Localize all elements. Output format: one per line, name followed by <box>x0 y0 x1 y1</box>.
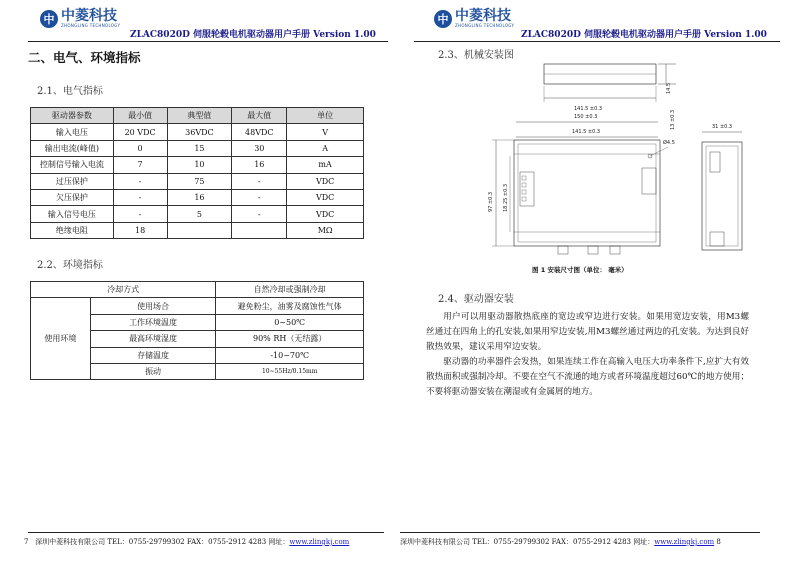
table-cell: 30 <box>232 140 287 156</box>
table-cell: 工作环境温度 <box>90 314 216 330</box>
table-cell: 10~55Hz/0.15mm <box>216 363 364 379</box>
table-cell: mA <box>287 157 364 173</box>
mechanical-drawing <box>396 52 793 277</box>
right-page <box>396 0 793 561</box>
footer-company: 深圳中菱科技有限公司 TEL：0755-29799302 FAX：0755-2912 4283 网址： <box>35 538 290 546</box>
footer <box>400 537 721 547</box>
cooling-label: 冷却方式 <box>31 282 216 298</box>
footer-rule <box>400 532 760 533</box>
table-cell: - <box>232 189 287 205</box>
table-row <box>31 206 364 222</box>
column-header: 驱动器参数 <box>31 108 114 124</box>
footer-website-link[interactable]: www.zlingkj.com <box>654 538 715 546</box>
figure-caption: 图 1 安装尺寸图（单位： 毫米） <box>532 266 628 274</box>
table-header-row <box>31 108 364 124</box>
dim-14-5: 14.5 <box>666 82 672 94</box>
table-row <box>31 189 364 205</box>
subsection-2-4-title: 2.4、驱动器安装 <box>438 294 514 305</box>
table-cell: 15 <box>167 140 232 156</box>
table-cell: MΩ <box>287 222 364 238</box>
company-logo <box>40 9 120 28</box>
table-cell <box>167 222 232 238</box>
table-cell: 输入电压 <box>31 124 114 140</box>
table-row <box>31 140 364 156</box>
table-cell: 控制信号输入电流 <box>31 157 114 173</box>
table-cell: 16 <box>232 157 287 173</box>
logo-text-en: ZHONGLING TECHNOLOGY <box>61 23 121 28</box>
column-header: 最小值 <box>113 108 167 124</box>
dim-height-97: 97 ±0.3 <box>488 191 494 212</box>
table-cell: 过压保护 <box>31 173 114 189</box>
subsection-2-2-title: 2.2、环境指标 <box>37 260 103 271</box>
dim-hole: Ø4.5 <box>663 140 675 146</box>
installation-text <box>426 310 749 400</box>
table-cell: 欠压保护 <box>31 189 114 205</box>
table-row <box>31 282 364 298</box>
table-cell: 使用场合 <box>90 298 216 314</box>
dim-side-width: 31 ±0.3 <box>712 124 733 130</box>
dim-width-141-5: 141.5 ±0.3 <box>572 129 601 135</box>
left-page <box>0 0 396 561</box>
table-cell: 16 <box>167 189 232 205</box>
table-cell: -10~70℃ <box>216 347 364 363</box>
page-number: 8 <box>716 538 721 546</box>
table-cell: 最高环境湿度 <box>90 331 216 347</box>
footer-company: 深圳中菱科技有限公司 TEL：0755-29799302 FAX：0755-2912 4283 网址： <box>400 538 655 546</box>
environment-spec-table <box>30 281 364 380</box>
table-cell: VDC <box>287 173 364 189</box>
logo-mark-icon: 中 <box>40 10 58 28</box>
table-cell: 存储温度 <box>90 347 216 363</box>
table-cell: 20 VDC <box>113 124 167 140</box>
table-cell: 5 <box>167 206 232 222</box>
table-cell: V <box>287 124 364 140</box>
subsection-2-1-title: 2.1、电气指标 <box>37 86 103 97</box>
logo-text-cn: 中菱科技 <box>61 8 117 24</box>
table-cell: 75 <box>167 173 232 189</box>
subsection-2-3-title: 2.3、机械安装图 <box>438 50 514 61</box>
table-cell: 90% RH（无结露） <box>216 331 364 347</box>
electrical-spec-table <box>30 107 364 239</box>
dim-width-150: 150 ±0.3 <box>574 114 598 120</box>
table-cell: 10 <box>167 157 232 173</box>
table-row <box>31 298 364 314</box>
footer <box>24 537 349 547</box>
logo-mark-icon: 中 <box>434 10 452 28</box>
dim-top-width: 141.5 ±0.3 <box>574 106 603 112</box>
table-cell: 0 <box>113 140 167 156</box>
table-cell: VDC <box>287 189 364 205</box>
table-row <box>31 157 364 173</box>
table-cell: 7 <box>113 157 167 173</box>
column-header: 典型值 <box>167 108 232 124</box>
table-cell: 输入信号电压 <box>31 206 114 222</box>
footer-website-link[interactable]: www.zlingkj.com <box>289 538 350 546</box>
side-view <box>702 132 742 250</box>
footer-rule <box>28 532 384 533</box>
header-rule <box>28 41 388 42</box>
table-cell: 避免粉尘，油雾及腐蚀性气体 <box>216 298 364 314</box>
company-logo <box>434 9 514 28</box>
table-cell: 18 <box>113 222 167 238</box>
logo-text-cn: 中菱科技 <box>455 8 511 24</box>
section-title: 二、电气、环境指标 <box>28 50 141 65</box>
table-cell: - <box>232 173 287 189</box>
paragraph: 驱动器的功率器件会发热，如果连续工作在高输入电压大功率条件下,应扩大有效散热面积或强制冷却。不要在空气不流通的地方或者环境温度超过60℃的地方使用；不要将驱动器安装在潮湿或有金属屑的地方。 <box>426 357 749 397</box>
table-cell: A <box>287 140 364 156</box>
column-header: 单位 <box>287 108 364 124</box>
front-view <box>514 140 668 254</box>
paragraph: 用户可以用驱动器散热底座的宽边或窄边进行安装。如果用宽边安装，用M3螺丝通过在四角上的孔安装,如果用窄边安装,用M3螺丝通过两边的孔安装。为达到良好散热效果，建议采用窄边安装。 <box>426 312 749 352</box>
table-cell: VDC <box>287 206 364 222</box>
dim-18-25: 18.25 ±0.3 <box>503 183 509 212</box>
page-number: 7 <box>24 538 29 546</box>
table-cell: 绝缘电阻 <box>31 222 114 238</box>
column-header: 最大值 <box>232 108 287 124</box>
header-rule <box>414 41 780 42</box>
dim-13: 13 ±0.3 <box>670 109 676 130</box>
header-doc-title: ZLAC8020D 伺服轮毂电机驱动器用户手册 Version 1.00 <box>130 30 376 40</box>
table-cell: - <box>113 206 167 222</box>
table-cell: - <box>113 189 167 205</box>
table-cell <box>232 222 287 238</box>
table-cell: - <box>232 206 287 222</box>
table-cell: 36VDC <box>167 124 232 140</box>
table-cell: - <box>113 173 167 189</box>
cooling-value: 自然冷却或强制冷却 <box>216 282 364 298</box>
table-cell: 振动 <box>90 363 216 379</box>
table-row <box>31 124 364 140</box>
logo-text-en: ZHONGLING TECHNOLOGY <box>455 23 515 28</box>
table-cell: 输出电流(峰值) <box>31 140 114 156</box>
table-row <box>31 222 364 238</box>
table-cell: 0~50℃ <box>216 314 364 330</box>
header-doc-title: ZLAC8020D 伺服轮毂电机驱动器用户手册 Version 1.00 <box>521 30 767 40</box>
table-cell: 48VDC <box>232 124 287 140</box>
table-row <box>31 173 364 189</box>
environment-group-label: 使用环境 <box>31 298 91 380</box>
top-view <box>544 64 676 102</box>
